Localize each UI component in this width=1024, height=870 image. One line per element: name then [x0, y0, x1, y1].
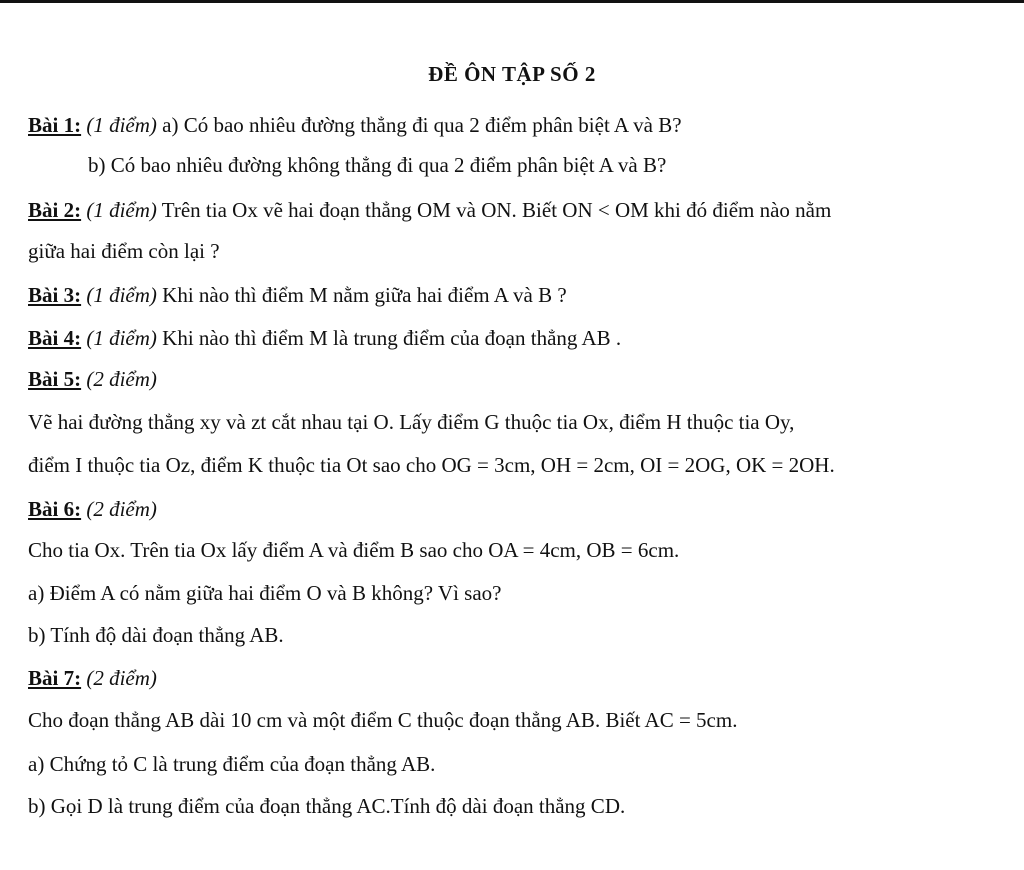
problem-text: a) Chứng tỏ C là trung điểm của đoạn thẳng AB.	[28, 752, 436, 776]
problem-text: Cho tia Ox. Trên tia Ox lấy điểm A và điểm B sao cho OA = 4cm, OB = 6cm.	[28, 538, 680, 562]
problem-2-line-2	[28, 238, 1006, 264]
problem-label: Bài 3:	[28, 283, 82, 307]
problem-5-line-1	[28, 409, 1006, 435]
problem-1-line-1	[28, 112, 1006, 138]
problem-5-line-2	[28, 452, 1006, 478]
problem-text: Trên tia Ox vẽ hai đoạn thẳng OM và ON. Biết ON < OM khi đó điểm nào nằm	[161, 198, 832, 222]
top-border	[0, 0, 1024, 3]
problem-label: Bài 5:	[28, 367, 82, 391]
problem-7-line-3	[28, 793, 1006, 819]
problem-6-line-3	[28, 622, 1006, 648]
problem-label: Bài 1:	[28, 113, 82, 137]
problem-6-line-1	[28, 537, 1006, 563]
problem-text: a) Có bao nhiêu đường thẳng đi qua 2 điểm phân biệt A và B?	[162, 113, 682, 137]
problem-6-line-2	[28, 580, 1006, 606]
problem-2-line-1	[28, 197, 1006, 223]
problem-3-line-1	[28, 282, 1006, 308]
problem-points: (2 điểm)	[86, 497, 157, 521]
page-title: ĐỀ ÔN TẬP SỐ 2	[428, 62, 596, 86]
problem-text: b) Gọi D là trung điểm của đoạn thẳng AC.Tính độ dài đoạn thẳng CD.	[28, 794, 626, 818]
problem-text: Cho đoạn thẳng AB dài 10 cm và một điểm C thuộc đoạn thẳng AB. Biết AC = 5cm.	[28, 708, 738, 732]
problem-text: Khi nào thì điểm M nằm giữa hai điểm A và B ?	[162, 283, 567, 307]
problem-points: (1 điểm)	[86, 326, 157, 350]
problem-text: b) Có bao nhiêu đường không thẳng đi qua 2 điểm phân biệt A và B?	[88, 153, 667, 177]
problem-1-line-2	[88, 152, 1006, 178]
problem-label: Bài 6:	[28, 497, 82, 521]
problem-points: (1 điểm)	[86, 113, 157, 137]
problem-text: b) Tính độ dài đoạn thẳng AB.	[28, 623, 284, 647]
problem-text: giữa hai điểm còn lại ?	[28, 239, 220, 263]
problem-points: (2 điểm)	[86, 367, 157, 391]
problem-7-line-1	[28, 707, 1006, 733]
problem-label: Bài 4:	[28, 326, 82, 350]
problem-text: Vẽ hai đường thẳng xy và zt cắt nhau tại O. Lấy điểm G thuộc tia Ox, điểm H thuộc tia Oy,	[28, 410, 795, 434]
problem-label: Bài 2:	[28, 198, 82, 222]
problem-points: (1 điểm)	[86, 283, 157, 307]
problem-4-line-1	[28, 325, 1006, 351]
problem-text: điểm I thuộc tia Oz, điểm K thuộc tia Ot sao cho OG = 3cm, OH = 2cm, OI = 2OG, OK = 2OH.	[28, 453, 835, 477]
problem-label: Bài 7:	[28, 666, 82, 690]
problem-5-header	[28, 366, 1006, 392]
problem-text: Khi nào thì điểm M là trung điểm của đoạn thẳng AB .	[162, 326, 622, 350]
problem-text: a) Điểm A có nằm giữa hai điểm O và B không? Vì sao?	[28, 581, 502, 605]
problem-points: (1 điểm)	[86, 198, 157, 222]
problem-7-header	[28, 665, 1006, 691]
problem-7-line-2	[28, 751, 1006, 777]
problem-6-header	[28, 496, 1006, 522]
problem-points: (2 điểm)	[86, 666, 157, 690]
